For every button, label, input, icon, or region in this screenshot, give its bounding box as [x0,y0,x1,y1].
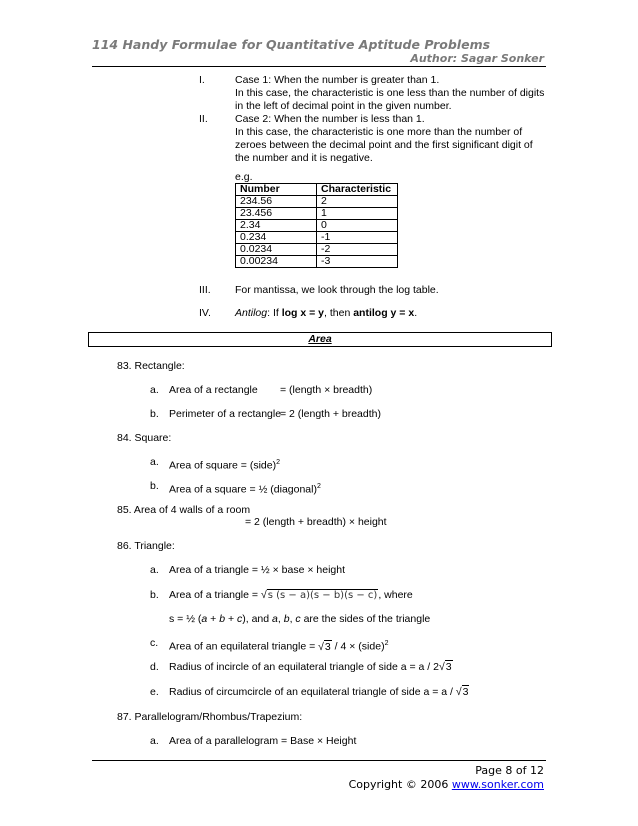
case-2-line-4: the number and it is negative. [235,152,373,164]
case-1-line-2: In this case, the characteristic is one less than the number of digits [235,87,545,99]
antilog-label: Antilog [235,307,268,319]
item-number: IV. [199,307,211,319]
text-fragment: , then [324,307,354,319]
text-fragment: , where [378,589,413,601]
table-cell: -2 [317,244,398,256]
list-label: e. [150,686,159,698]
sqrt-symbol: √3 [455,686,469,698]
example-label: e.g. [235,171,253,183]
list-label: d. [150,661,159,673]
section-86-title: 86. Triangle: [117,540,175,552]
table-header-row [236,184,398,196]
table-cell: 0.0234 [236,244,317,256]
text-fragment: Radius of circumcircle of an equilateral triangle of side a = a / [169,686,456,698]
italic-var: c [295,613,301,625]
list-label: a. [150,384,159,396]
website-link[interactable]: www.sonker.com [451,778,544,791]
antilog-text [235,307,417,320]
text-fragment: Radius of incircle of an equilateral triangle of side a = a / 2 [169,661,439,673]
text-fragment: s = ½ ( [169,613,202,625]
table-row [236,208,398,220]
list-label: b. [150,589,159,601]
section-85-title: 85. Area of 4 walls of a room [117,504,251,516]
text-fragment: + [225,613,238,625]
italic-var: a [201,613,208,625]
table-cell: 1 [317,208,398,220]
case-2-line-3: zeroes between the decimal point and the first significant digit of [235,139,533,151]
table-cell: -1 [317,232,398,244]
case-1-line-3: in the left of decimal point in the given number. [235,100,452,112]
radicand: 3 [462,686,469,698]
superscript: 2 [384,640,389,647]
list-label: b. [150,408,159,420]
circumcircle-radius-formula [169,686,469,699]
rectangle-perimeter-text: Perimeter of a rectangle [169,408,282,420]
case-2-line-1: Case 2: When the number is less than 1. [235,113,425,125]
heron-formula [169,589,413,602]
text-fragment: / 4 × (side) [331,640,385,653]
list-label: a. [150,735,159,747]
table-cell: -3 [317,256,398,268]
header-rule [92,66,546,67]
table-row [236,232,398,244]
text-fragment: Area of an equilateral triangle = [169,640,319,653]
list-label: a. [150,456,159,468]
text-fragment: Area of square = (side) [169,459,277,472]
text-fragment: + [207,613,220,625]
item-number: II. [199,113,208,125]
table-row [236,244,398,256]
mantissa-text: For mantissa, we look through the log table. [235,284,439,296]
superscript: 2 [276,459,281,466]
rectangle-area-formula: = (length × breadth) [280,384,373,396]
area-heading: Area [308,333,332,345]
rectangle-perimeter-formula: = 2 (length + breadth) [280,408,381,420]
sqrt-symbol: √3 [318,640,331,653]
parallelogram-area-formula: Area of a parallelogram = Base × Height [169,735,357,747]
semi-perimeter-line [169,613,430,626]
table-cell: 23.456 [236,208,317,220]
radicand: s (s − a)(s − b)(s − c) [267,590,378,601]
sqrt-symbol: √s (s − a)(s − b)(s − c) [260,589,378,601]
text-fragment: Area of a triangle = [169,589,261,601]
item-number: III. [199,284,211,296]
table-row [236,220,398,232]
list-label: c. [150,637,159,649]
list-label: a. [150,564,159,576]
bold-formula: log x = y [281,307,325,319]
item-number: I. [199,74,205,86]
text-fragment: ), and [242,613,273,625]
radicand: 3 [445,661,452,673]
sqrt-symbol: √3 [438,661,452,673]
page-number: Page 8 of 12 [475,764,544,777]
characteristic-table [235,183,398,268]
case-1-line-1: Case 1: When the number is greater than 1. [235,74,440,86]
section-84-title: 84. Square: [117,432,172,444]
rectangle-area-text: Area of a rectangle [169,384,258,396]
section-87-title: 87. Parallelogram/Rhombus/Trapezium: [117,711,303,723]
italic-var: b [283,613,290,625]
case-2-line-2: In this case, the characteristic is one more than the number of [235,126,523,138]
table-header: Characteristic [317,184,398,196]
square-diagonal-formula [169,480,321,497]
copyright-text: Copyright © 2006 [348,778,452,791]
text-fragment: are the sides of the triangle [300,613,431,625]
table-cell: 2.34 [236,220,317,232]
walls-area-formula: = 2 (length + breadth) × height [245,516,387,528]
incircle-radius-formula [169,661,453,674]
document-author: Author: Sagar Sonker [410,52,544,65]
section-83-title: 83. Rectangle: [117,360,185,372]
equilateral-area-formula [169,637,388,654]
radicand: 3 [324,640,331,653]
triangle-area-formula: Area of a triangle = ½ × base × height [169,564,345,576]
text-fragment: Area of a square = ½ (diagonal) [169,483,317,496]
bold-formula: antilog y = x [353,307,415,319]
table-row [236,196,398,208]
table-cell: 234.56 [236,196,317,208]
italic-var: c [237,613,243,625]
text-fragment: : If [267,307,282,319]
italic-var: b [219,613,226,625]
table-cell: 0 [317,220,398,232]
table-cell: 2 [317,196,398,208]
text-fragment: . [414,307,418,319]
italic-var: a [272,613,278,625]
footer-rule [92,760,546,761]
document-title: 114 Handy Formulae for Quantitative Aptitude Problems [92,37,491,52]
list-label: b. [150,480,159,492]
table-row [236,256,398,268]
table-header: Number [236,184,317,196]
table-cell: 0.00234 [236,256,317,268]
square-area-formula [169,456,280,473]
text-fragment: , [289,613,296,625]
table-cell: 0.234 [236,232,317,244]
copyright [349,778,544,791]
text-fragment: , [277,613,284,625]
superscript: 2 [316,483,321,490]
